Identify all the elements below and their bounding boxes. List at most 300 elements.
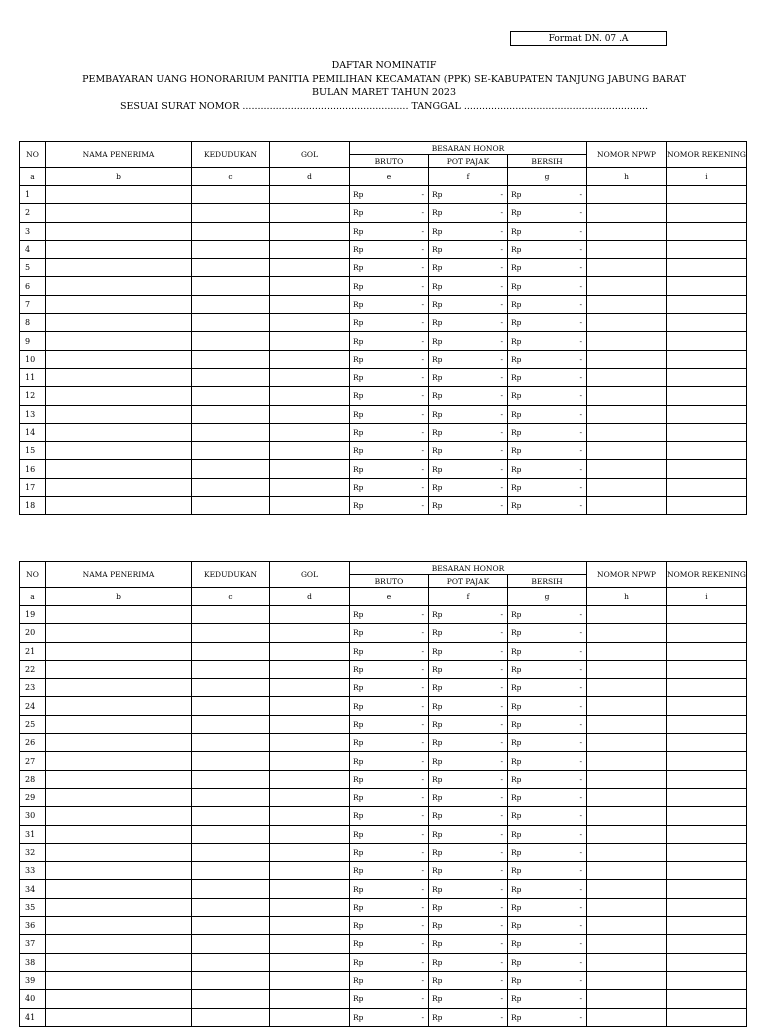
npwp-cell[interactable] (587, 917, 667, 935)
amount-cell[interactable] (429, 917, 508, 935)
kedudukan-cell[interactable] (192, 715, 270, 733)
amount-cell[interactable] (508, 697, 587, 715)
amount-cell[interactable] (508, 405, 587, 423)
rekening-cell[interactable] (667, 770, 747, 788)
rekening-cell[interactable] (667, 405, 747, 423)
gol-cell[interactable] (270, 971, 350, 989)
rekening-cell[interactable] (667, 807, 747, 825)
gol-cell[interactable] (270, 770, 350, 788)
gol-cell[interactable] (270, 898, 350, 916)
nama-cell[interactable] (46, 259, 192, 277)
rekening-cell[interactable] (667, 898, 747, 916)
gol-cell[interactable] (270, 186, 350, 204)
gol-cell[interactable] (270, 478, 350, 496)
npwp-cell[interactable] (587, 332, 667, 350)
amount-cell[interactable] (508, 442, 587, 460)
gol-cell[interactable] (270, 368, 350, 386)
amount-cell[interactable] (350, 660, 429, 678)
kedudukan-cell[interactable] (192, 497, 270, 515)
amount-cell[interactable] (429, 478, 508, 496)
nama-cell[interactable] (46, 606, 192, 624)
nama-cell[interactable] (46, 971, 192, 989)
gol-cell[interactable] (270, 497, 350, 515)
gol-cell[interactable] (270, 423, 350, 441)
rekening-cell[interactable] (667, 387, 747, 405)
kedudukan-cell[interactable] (192, 898, 270, 916)
amount-cell[interactable] (350, 843, 429, 861)
npwp-cell[interactable] (587, 880, 667, 898)
amount-cell[interactable] (508, 460, 587, 478)
amount-cell[interactable] (429, 697, 508, 715)
amount-cell[interactable] (429, 715, 508, 733)
npwp-cell[interactable] (587, 734, 667, 752)
amount-cell[interactable] (508, 642, 587, 660)
amount-cell[interactable] (429, 752, 508, 770)
rekening-cell[interactable] (667, 186, 747, 204)
amount-cell[interactable] (350, 642, 429, 660)
amount-cell[interactable] (508, 222, 587, 240)
nama-cell[interactable] (46, 880, 192, 898)
amount-cell[interactable] (429, 442, 508, 460)
rekening-cell[interactable] (667, 642, 747, 660)
amount-cell[interactable] (429, 460, 508, 478)
amount-cell[interactable] (350, 990, 429, 1008)
kedudukan-cell[interactable] (192, 788, 270, 806)
rekening-cell[interactable] (667, 734, 747, 752)
amount-cell[interactable] (429, 935, 508, 953)
amount-cell[interactable] (508, 788, 587, 806)
amount-cell[interactable] (350, 350, 429, 368)
amount-cell[interactable] (350, 935, 429, 953)
amount-cell[interactable] (429, 679, 508, 697)
amount-cell[interactable] (508, 240, 587, 258)
npwp-cell[interactable] (587, 387, 667, 405)
amount-cell[interactable] (508, 953, 587, 971)
rekening-cell[interactable] (667, 752, 747, 770)
amount-cell[interactable] (429, 497, 508, 515)
gol-cell[interactable] (270, 807, 350, 825)
amount-cell[interactable] (508, 606, 587, 624)
kedudukan-cell[interactable] (192, 935, 270, 953)
npwp-cell[interactable] (587, 606, 667, 624)
rekening-cell[interactable] (667, 679, 747, 697)
nama-cell[interactable] (46, 825, 192, 843)
gol-cell[interactable] (270, 277, 350, 295)
amount-cell[interactable] (429, 295, 508, 313)
gol-cell[interactable] (270, 204, 350, 222)
amount-cell[interactable] (429, 606, 508, 624)
nama-cell[interactable] (46, 442, 192, 460)
gol-cell[interactable] (270, 314, 350, 332)
kedudukan-cell[interactable] (192, 423, 270, 441)
amount-cell[interactable] (429, 642, 508, 660)
nama-cell[interactable] (46, 387, 192, 405)
kedudukan-cell[interactable] (192, 259, 270, 277)
amount-cell[interactable] (429, 971, 508, 989)
kedudukan-cell[interactable] (192, 460, 270, 478)
amount-cell[interactable] (429, 990, 508, 1008)
amount-cell[interactable] (429, 259, 508, 277)
rekening-cell[interactable] (667, 715, 747, 733)
kedudukan-cell[interactable] (192, 990, 270, 1008)
amount-cell[interactable] (350, 880, 429, 898)
nama-cell[interactable] (46, 862, 192, 880)
rekening-cell[interactable] (667, 497, 747, 515)
gol-cell[interactable] (270, 862, 350, 880)
amount-cell[interactable] (508, 387, 587, 405)
npwp-cell[interactable] (587, 862, 667, 880)
nama-cell[interactable] (46, 770, 192, 788)
rekening-cell[interactable] (667, 423, 747, 441)
amount-cell[interactable] (350, 898, 429, 916)
rekening-cell[interactable] (667, 368, 747, 386)
amount-cell[interactable] (350, 478, 429, 496)
gol-cell[interactable] (270, 606, 350, 624)
gol-cell[interactable] (270, 843, 350, 861)
kedudukan-cell[interactable] (192, 387, 270, 405)
nama-cell[interactable] (46, 788, 192, 806)
kedudukan-cell[interactable] (192, 350, 270, 368)
kedudukan-cell[interactable] (192, 606, 270, 624)
nama-cell[interactable] (46, 843, 192, 861)
amount-cell[interactable] (508, 971, 587, 989)
gol-cell[interactable] (270, 295, 350, 313)
amount-cell[interactable] (508, 497, 587, 515)
amount-cell[interactable] (429, 807, 508, 825)
amount-cell[interactable] (350, 807, 429, 825)
amount-cell[interactable] (429, 277, 508, 295)
amount-cell[interactable] (508, 259, 587, 277)
rekening-cell[interactable] (667, 606, 747, 624)
amount-cell[interactable] (350, 697, 429, 715)
npwp-cell[interactable] (587, 990, 667, 1008)
kedudukan-cell[interactable] (192, 971, 270, 989)
kedudukan-cell[interactable] (192, 917, 270, 935)
amount-cell[interactable] (508, 807, 587, 825)
kedudukan-cell[interactable] (192, 752, 270, 770)
amount-cell[interactable] (508, 752, 587, 770)
npwp-cell[interactable] (587, 898, 667, 916)
amount-cell[interactable] (350, 442, 429, 460)
amount-cell[interactable] (350, 204, 429, 222)
amount-cell[interactable] (350, 423, 429, 441)
amount-cell[interactable] (429, 862, 508, 880)
amount-cell[interactable] (429, 660, 508, 678)
kedudukan-cell[interactable] (192, 825, 270, 843)
amount-cell[interactable] (508, 825, 587, 843)
amount-cell[interactable] (429, 387, 508, 405)
rekening-cell[interactable] (667, 917, 747, 935)
nama-cell[interactable] (46, 990, 192, 1008)
nama-cell[interactable] (46, 277, 192, 295)
kedudukan-cell[interactable] (192, 734, 270, 752)
npwp-cell[interactable] (587, 497, 667, 515)
rekening-cell[interactable] (667, 953, 747, 971)
gol-cell[interactable] (270, 917, 350, 935)
amount-cell[interactable] (350, 788, 429, 806)
amount-cell[interactable] (508, 478, 587, 496)
npwp-cell[interactable] (587, 770, 667, 788)
gol-cell[interactable] (270, 660, 350, 678)
rekening-cell[interactable] (667, 843, 747, 861)
nama-cell[interactable] (46, 624, 192, 642)
amount-cell[interactable] (508, 843, 587, 861)
amount-cell[interactable] (350, 825, 429, 843)
gol-cell[interactable] (270, 387, 350, 405)
rekening-cell[interactable] (667, 204, 747, 222)
kedudukan-cell[interactable] (192, 240, 270, 258)
gol-cell[interactable] (270, 697, 350, 715)
amount-cell[interactable] (508, 368, 587, 386)
amount-cell[interactable] (429, 788, 508, 806)
kedudukan-cell[interactable] (192, 843, 270, 861)
amount-cell[interactable] (350, 497, 429, 515)
npwp-cell[interactable] (587, 259, 667, 277)
nama-cell[interactable] (46, 350, 192, 368)
rekening-cell[interactable] (667, 442, 747, 460)
amount-cell[interactable] (429, 222, 508, 240)
gol-cell[interactable] (270, 259, 350, 277)
kedudukan-cell[interactable] (192, 679, 270, 697)
nama-cell[interactable] (46, 497, 192, 515)
kedudukan-cell[interactable] (192, 277, 270, 295)
amount-cell[interactable] (429, 770, 508, 788)
amount-cell[interactable] (350, 332, 429, 350)
kedudukan-cell[interactable] (192, 660, 270, 678)
nama-cell[interactable] (46, 314, 192, 332)
amount-cell[interactable] (350, 277, 429, 295)
amount-cell[interactable] (508, 770, 587, 788)
kedudukan-cell[interactable] (192, 478, 270, 496)
kedudukan-cell[interactable] (192, 222, 270, 240)
rekening-cell[interactable] (667, 624, 747, 642)
amount-cell[interactable] (508, 186, 587, 204)
nama-cell[interactable] (46, 460, 192, 478)
amount-cell[interactable] (350, 460, 429, 478)
amount-cell[interactable] (350, 770, 429, 788)
nama-cell[interactable] (46, 204, 192, 222)
npwp-cell[interactable] (587, 478, 667, 496)
gol-cell[interactable] (270, 953, 350, 971)
amount-cell[interactable] (508, 990, 587, 1008)
amount-cell[interactable] (429, 186, 508, 204)
gol-cell[interactable] (270, 715, 350, 733)
amount-cell[interactable] (350, 917, 429, 935)
amount-cell[interactable] (508, 917, 587, 935)
kedudukan-cell[interactable] (192, 624, 270, 642)
npwp-cell[interactable] (587, 240, 667, 258)
rekening-cell[interactable] (667, 295, 747, 313)
amount-cell[interactable] (508, 350, 587, 368)
gol-cell[interactable] (270, 825, 350, 843)
nama-cell[interactable] (46, 898, 192, 916)
amount-cell[interactable] (350, 240, 429, 258)
amount-cell[interactable] (429, 843, 508, 861)
gol-cell[interactable] (270, 442, 350, 460)
nama-cell[interactable] (46, 405, 192, 423)
rekening-cell[interactable] (667, 880, 747, 898)
npwp-cell[interactable] (587, 295, 667, 313)
amount-cell[interactable] (508, 862, 587, 880)
gol-cell[interactable] (270, 788, 350, 806)
amount-cell[interactable] (508, 715, 587, 733)
amount-cell[interactable] (508, 277, 587, 295)
amount-cell[interactable] (508, 332, 587, 350)
npwp-cell[interactable] (587, 752, 667, 770)
kedudukan-cell[interactable] (192, 204, 270, 222)
kedudukan-cell[interactable] (192, 332, 270, 350)
amount-cell[interactable] (350, 715, 429, 733)
amount-cell[interactable] (429, 898, 508, 916)
rekening-cell[interactable] (667, 697, 747, 715)
npwp-cell[interactable] (587, 788, 667, 806)
amount-cell[interactable] (429, 880, 508, 898)
amount-cell[interactable] (350, 953, 429, 971)
amount-cell[interactable] (429, 405, 508, 423)
gol-cell[interactable] (270, 405, 350, 423)
kedudukan-cell[interactable] (192, 314, 270, 332)
gol-cell[interactable] (270, 642, 350, 660)
rekening-cell[interactable] (667, 350, 747, 368)
gol-cell[interactable] (270, 734, 350, 752)
kedudukan-cell[interactable] (192, 405, 270, 423)
amount-cell[interactable] (429, 332, 508, 350)
nama-cell[interactable] (46, 368, 192, 386)
nama-cell[interactable] (46, 423, 192, 441)
amount-cell[interactable] (350, 387, 429, 405)
npwp-cell[interactable] (587, 222, 667, 240)
amount-cell[interactable] (429, 314, 508, 332)
npwp-cell[interactable] (587, 715, 667, 733)
kedudukan-cell[interactable] (192, 642, 270, 660)
amount-cell[interactable] (350, 971, 429, 989)
amount-cell[interactable] (508, 898, 587, 916)
amount-cell[interactable] (429, 204, 508, 222)
nama-cell[interactable] (46, 222, 192, 240)
rekening-cell[interactable] (667, 259, 747, 277)
amount-cell[interactable] (350, 679, 429, 697)
rekening-cell[interactable] (667, 222, 747, 240)
nama-cell[interactable] (46, 186, 192, 204)
npwp-cell[interactable] (587, 807, 667, 825)
amount-cell[interactable] (429, 624, 508, 642)
kedudukan-cell[interactable] (192, 186, 270, 204)
rekening-cell[interactable] (667, 460, 747, 478)
gol-cell[interactable] (270, 935, 350, 953)
nama-cell[interactable] (46, 935, 192, 953)
gol-cell[interactable] (270, 460, 350, 478)
rekening-cell[interactable] (667, 277, 747, 295)
rekening-cell[interactable] (667, 660, 747, 678)
npwp-cell[interactable] (587, 660, 667, 678)
npwp-cell[interactable] (587, 642, 667, 660)
nama-cell[interactable] (46, 478, 192, 496)
rekening-cell[interactable] (667, 825, 747, 843)
gol-cell[interactable] (270, 350, 350, 368)
npwp-cell[interactable] (587, 350, 667, 368)
nama-cell[interactable] (46, 715, 192, 733)
nama-cell[interactable] (46, 752, 192, 770)
amount-cell[interactable] (508, 660, 587, 678)
amount-cell[interactable] (429, 825, 508, 843)
amount-cell[interactable] (429, 368, 508, 386)
npwp-cell[interactable] (587, 971, 667, 989)
gol-cell[interactable] (270, 240, 350, 258)
kedudukan-cell[interactable] (192, 807, 270, 825)
nama-cell[interactable] (46, 697, 192, 715)
npwp-cell[interactable] (587, 624, 667, 642)
amount-cell[interactable] (350, 186, 429, 204)
rekening-cell[interactable] (667, 990, 747, 1008)
amount-cell[interactable] (508, 295, 587, 313)
amount-cell[interactable] (350, 314, 429, 332)
npwp-cell[interactable] (587, 423, 667, 441)
amount-cell[interactable] (429, 423, 508, 441)
nama-cell[interactable] (46, 295, 192, 313)
nama-cell[interactable] (46, 642, 192, 660)
nama-cell[interactable] (46, 332, 192, 350)
npwp-cell[interactable] (587, 460, 667, 478)
amount-cell[interactable] (350, 405, 429, 423)
amount-cell[interactable] (429, 953, 508, 971)
npwp-cell[interactable] (587, 679, 667, 697)
amount-cell[interactable] (350, 295, 429, 313)
kedudukan-cell[interactable] (192, 770, 270, 788)
rekening-cell[interactable] (667, 935, 747, 953)
npwp-cell[interactable] (587, 186, 667, 204)
amount-cell[interactable] (508, 314, 587, 332)
npwp-cell[interactable] (587, 277, 667, 295)
npwp-cell[interactable] (587, 442, 667, 460)
amount-cell[interactable] (429, 350, 508, 368)
amount-cell[interactable] (429, 734, 508, 752)
kedudukan-cell[interactable] (192, 442, 270, 460)
npwp-cell[interactable] (587, 825, 667, 843)
amount-cell[interactable] (350, 862, 429, 880)
rekening-cell[interactable] (667, 314, 747, 332)
amount-cell[interactable] (350, 259, 429, 277)
amount-cell[interactable] (508, 935, 587, 953)
rekening-cell[interactable] (667, 478, 747, 496)
amount-cell[interactable] (508, 204, 587, 222)
npwp-cell[interactable] (587, 953, 667, 971)
gol-cell[interactable] (270, 624, 350, 642)
nama-cell[interactable] (46, 240, 192, 258)
npwp-cell[interactable] (587, 697, 667, 715)
gol-cell[interactable] (270, 752, 350, 770)
gol-cell[interactable] (270, 679, 350, 697)
npwp-cell[interactable] (587, 314, 667, 332)
amount-cell[interactable] (508, 679, 587, 697)
gol-cell[interactable] (270, 222, 350, 240)
npwp-cell[interactable] (587, 935, 667, 953)
amount-cell[interactable] (350, 368, 429, 386)
nama-cell[interactable] (46, 734, 192, 752)
rekening-cell[interactable] (667, 862, 747, 880)
amount-cell[interactable] (429, 240, 508, 258)
amount-cell[interactable] (350, 734, 429, 752)
nama-cell[interactable] (46, 917, 192, 935)
rekening-cell[interactable] (667, 240, 747, 258)
gol-cell[interactable] (270, 990, 350, 1008)
npwp-cell[interactable] (587, 843, 667, 861)
kedudukan-cell[interactable] (192, 697, 270, 715)
kedudukan-cell[interactable] (192, 295, 270, 313)
amount-cell[interactable] (350, 752, 429, 770)
amount-cell[interactable] (508, 624, 587, 642)
rekening-cell[interactable] (667, 971, 747, 989)
npwp-cell[interactable] (587, 368, 667, 386)
